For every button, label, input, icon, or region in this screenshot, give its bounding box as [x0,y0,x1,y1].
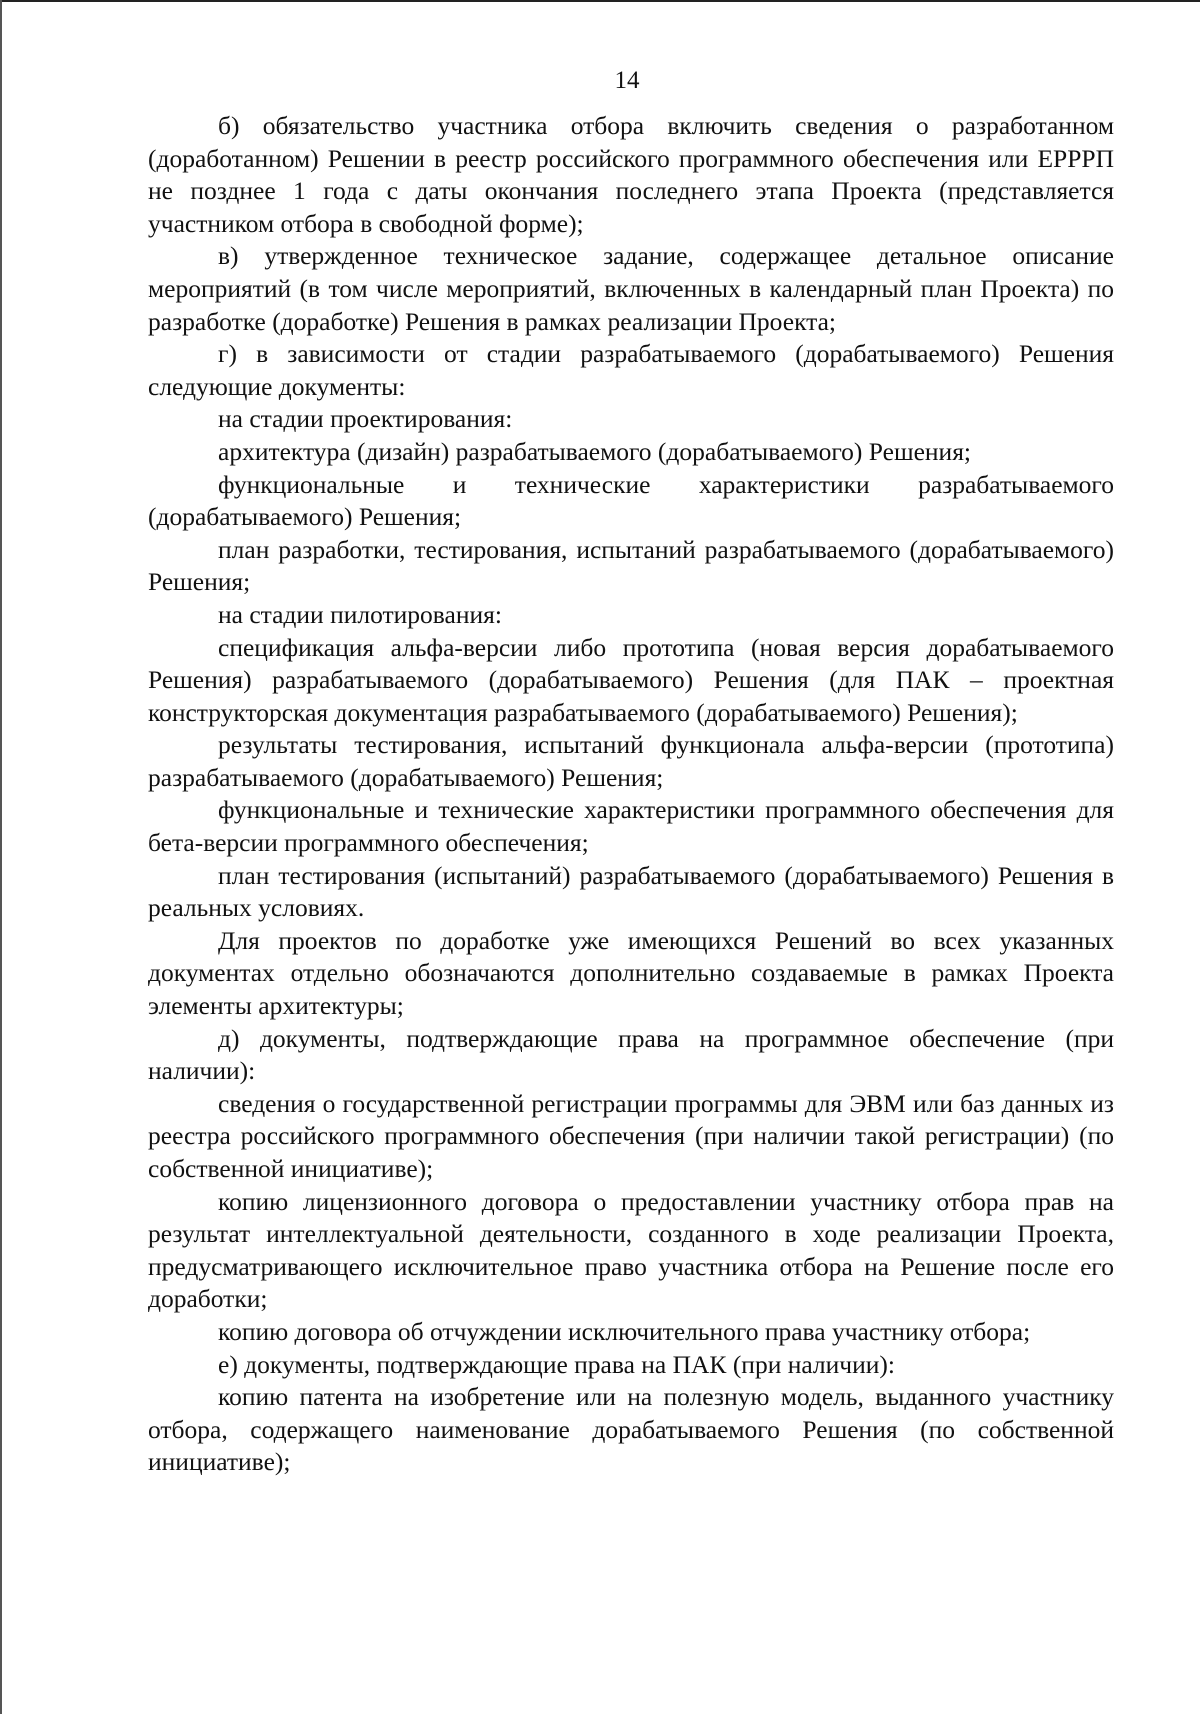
paragraph-v: в) утвержденное техническое задание, содержащее детальное описание мероприятий (в том числе мероприятий, включенных в календарный план Проекта) по разработке (доработке) Решения в рамках реализации Проекта; [148,241,1114,336]
software-rights-item-license: копию лицензионного договора о предоставлении участнику отбора прав на результат интеллектуальной деятельности, созданного в ходе реализации Проекта, предусматривающего исключительное право участника отбора на Решение после его доработки; [148,1186,1114,1314]
software-rights-item-alienation: копию договора об отчуждении исключительного права участнику отбора; [218,1316,1031,1346]
paragraph-e: е) документы, подтверждающие права на ПАК (при наличии): [218,1349,895,1379]
scan-border-left [0,0,2,1714]
design-stage-heading: на стадии проектирования: [218,404,513,434]
pilot-stage-item-test-plan: план тестирования (испытаний) разрабатываемого (дорабатываемого) Решения в реальных условиях. [148,860,1114,923]
pilot-stage-item-test-results: результаты тестирования, испытаний функционала альфа-версии (прототипа) разрабатываемого (дорабатываемого) Решения; [148,730,1114,792]
software-rights-item-registration: сведения о государственной регистрации программы для ЭВМ или баз данных из реестра российского программного обеспечения (при наличии такой регистрации) (по собственной инициативе); [148,1088,1114,1183]
pilot-stage-heading: на стадии пилотирования: [218,599,502,629]
page-number: 14 [614,67,640,94]
design-stage-item-architecture: архитектура (дизайн) разрабатываемого (дорабатываемого) Решения; [218,436,972,466]
pilot-stage-item-specification: спецификация альфа-версии либо прототипа (новая версия дорабатываемого Решения) разрабатываемого (дорабатываемого) Решения (для ПАК – проектная конструкторская документация разрабатываемого (дорабатываемого) Решения); [148,632,1114,727]
paragraph-existing-solutions: Для проектов по доработке уже имеющихся Решений во всех указанных документах отдельно обозначаются дополнительно создаваемые в рамках Проекта элементы архитектуры; [148,925,1114,1021]
pilot-stage-item-beta-characteristics: функциональные и технические характеристики программного обеспечения для бета-версии программного обеспечения; [148,795,1114,858]
paragraph-g: г) в зависимости от стадии разрабатываемого (дорабатываемого) Решения следующие документы: [148,339,1114,401]
design-stage-item-plan: план разработки, тестирования, испытаний разрабатываемого (дорабатываемого) Решения; [148,534,1114,597]
paragraph-b: б) обязательство участника отбора включить сведения о разработанном (доработанном) Решении в реестр российского программного обеспечения или ЕРРРП не позднее 1 года с даты окончания последнего этапа Проекта (представляется участником отбора в свободной форме); [148,111,1114,238]
document-body [148,110,1114,1479]
design-stage-item-characteristics: функциональные и технические характеристики разрабатываемого (дорабатываемого) Решения; [148,469,1114,532]
hardware-rights-item-patent: копию патента на изобретение или на полезную модель, выданного участнику отбора, содержащего наименование дорабатываемого Решения (по собственной инициативе); [148,1382,1114,1477]
scan-border-top [0,0,1200,2]
paragraph-d: д) документы, подтверждающие права на программное обеспечение (при наличии): [148,1023,1114,1086]
